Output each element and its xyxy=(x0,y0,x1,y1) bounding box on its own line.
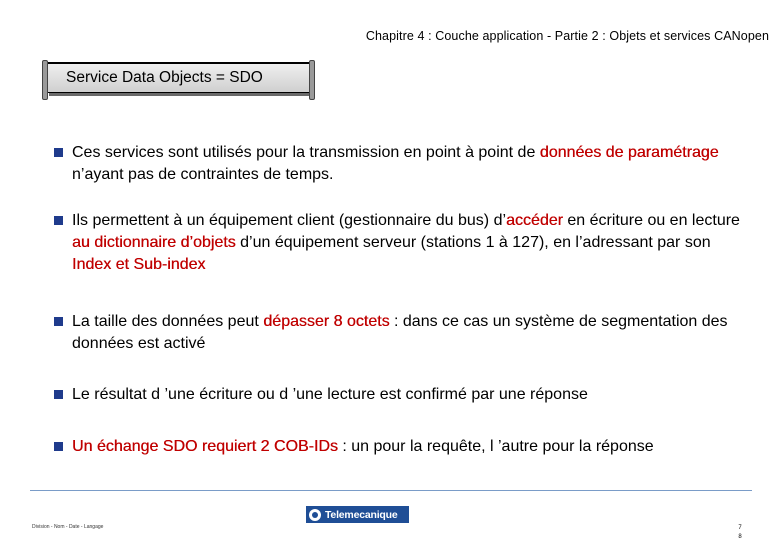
chapter-title: Chapitre 4 : Couche application - Partie 2 : Objets et services CANopen xyxy=(365,29,769,43)
bullet-text: La taille des données peut xyxy=(72,313,264,330)
telemecanique-logo xyxy=(306,506,409,523)
square-bullet-icon xyxy=(54,390,63,399)
bullet-highlight: données de paramétrage xyxy=(539,144,719,161)
bullet-item xyxy=(54,436,754,458)
brand-mark-icon xyxy=(309,509,321,521)
footer-info: Division - Nom - Date - Langage xyxy=(32,524,104,530)
square-bullet-icon xyxy=(54,216,63,225)
bullet-item xyxy=(54,142,754,186)
bullet-text: : dans ce cas un système de segmentation des données est activé xyxy=(72,313,728,352)
page-number-suffix: 8 xyxy=(738,534,742,540)
square-bullet-icon xyxy=(54,317,63,326)
section-title: Service Data Objects = SDO xyxy=(66,69,263,86)
bullet-text: n’ayant pas de contraintes de temps. xyxy=(72,166,334,183)
page-number xyxy=(736,524,744,542)
bullet-text: Ils permettent à un équipement client (gestionnaire du bus) d’ xyxy=(72,212,507,229)
bullet-text: en écriture ou en lecture xyxy=(562,212,740,229)
bullet-item xyxy=(54,311,754,355)
scroll-edge-left xyxy=(42,60,48,100)
bullet-text: Le résultat d ’une écriture ou d ’une lecture est confirmé par une réponse xyxy=(72,386,588,403)
footer-divider xyxy=(30,490,752,491)
page-number-value: 7 xyxy=(738,525,742,531)
bullet-item xyxy=(54,210,754,276)
scroll-edge-right xyxy=(309,60,315,100)
bullet-highlight: au dictionnaire d’objets xyxy=(72,234,236,251)
brand-name: Telemecanique xyxy=(325,508,398,521)
square-bullet-icon xyxy=(54,148,63,157)
section-title-box xyxy=(46,62,311,93)
bullet-text: : un pour la requête, l ’autre pour la réponse xyxy=(337,438,654,455)
bullet-text: Ces services sont utilisés pour la transmission en point à point de xyxy=(72,144,540,161)
bullet-highlight: accéder xyxy=(506,212,563,229)
bullet-highlight: dépasser 8 octets xyxy=(263,313,390,330)
bullet-item xyxy=(54,384,754,406)
bullet-highlight: Un échange SDO requiert 2 COB-IDs xyxy=(72,438,338,455)
bullet-highlight: Index et Sub-index xyxy=(72,256,206,273)
bullet-text: d’un équipement serveur (stations 1 à 127), en l’adressant par son xyxy=(235,234,711,251)
square-bullet-icon xyxy=(54,442,63,451)
